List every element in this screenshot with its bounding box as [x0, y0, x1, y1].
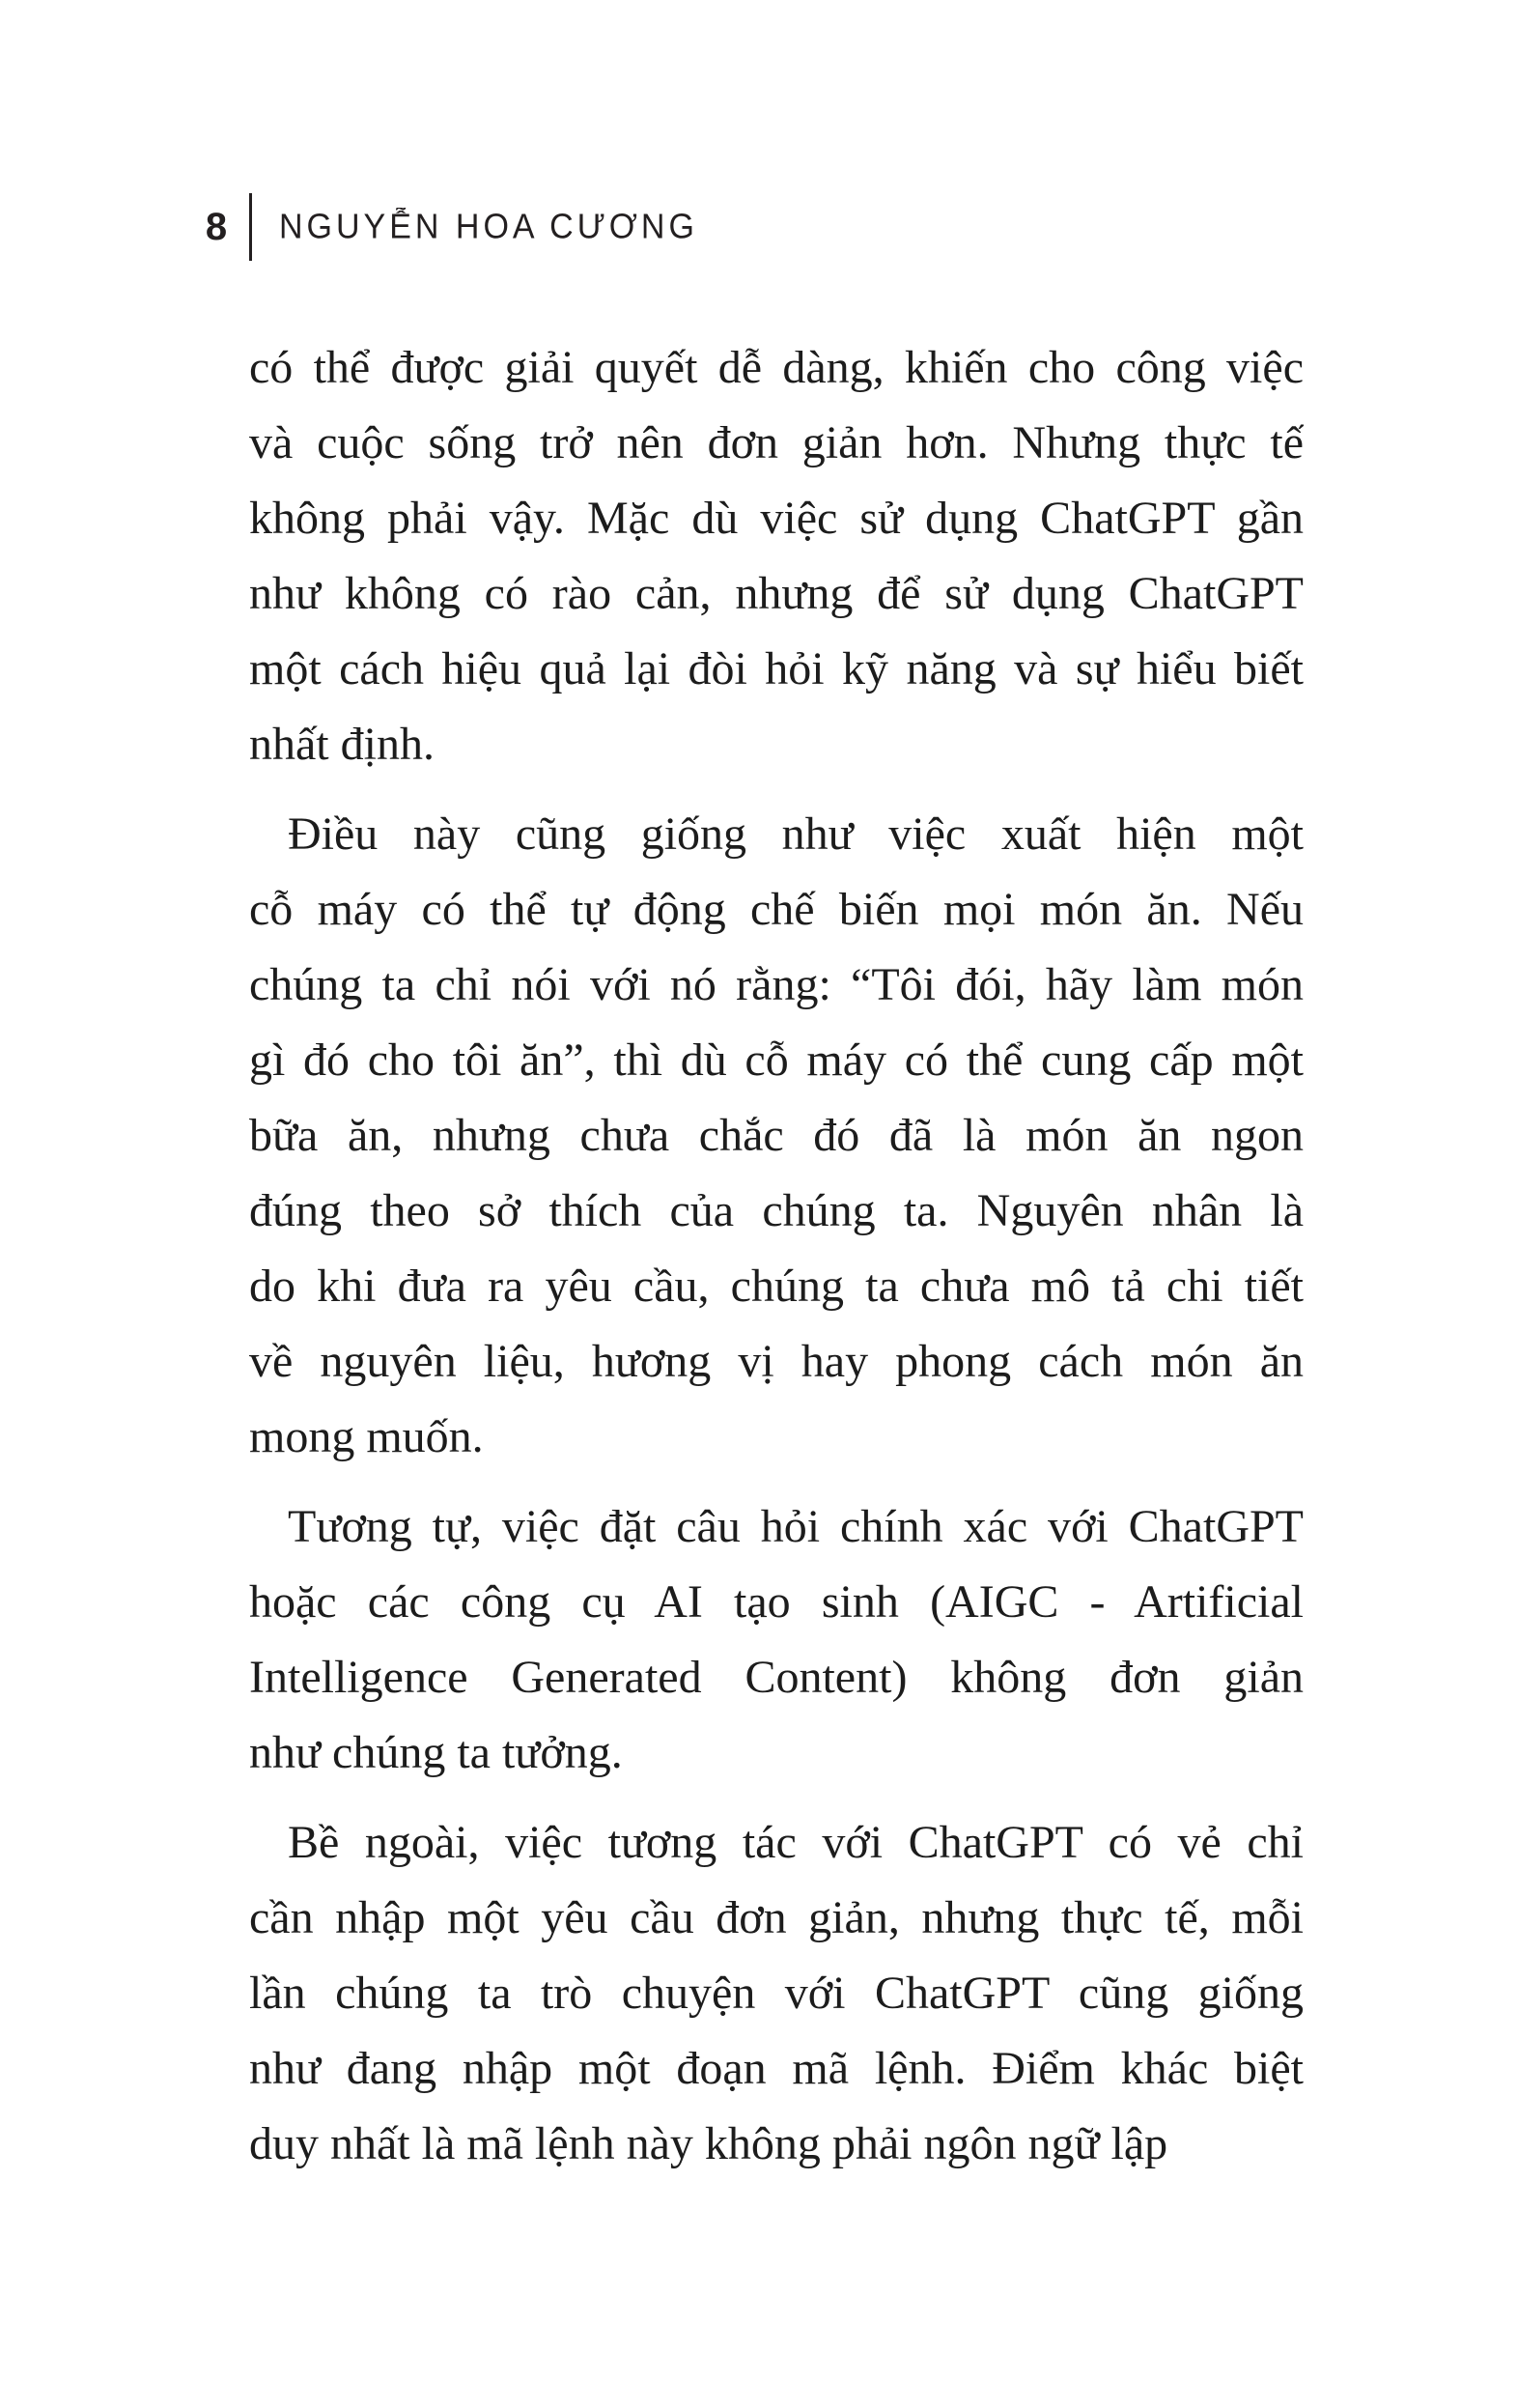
text-line: như chúng ta tưởng.: [249, 1727, 623, 1778]
paragraph: [249, 330, 1304, 782]
text-line: mong muốn.: [249, 1411, 484, 1462]
text-line: Bề ngoài, việc tương tác với ChatGPT có vẻ chỉ: [288, 1817, 1304, 1868]
paragraph: [249, 797, 1304, 1475]
header-divider: [249, 193, 252, 261]
text-line: bữa ăn, nhưng chưa chắc đó đã là món ăn ngon: [249, 1110, 1304, 1161]
text-line: và cuộc sống trở nên đơn giản hơn. Nhưng thực tế: [249, 417, 1304, 468]
text-line: nhất định.: [249, 719, 435, 770]
text-line: duy nhất là mã lệnh này không phải ngôn ngữ lập: [249, 2118, 1168, 2169]
text-line: Tương tự, việc đặt câu hỏi chính xác với ChatGPT: [288, 1501, 1304, 1552]
text-line: đúng theo sở thích của chúng ta. Nguyên nhân là: [249, 1185, 1304, 1236]
text-line: một cách hiệu quả lại đòi hỏi kỹ năng và sự hiểu biết: [249, 643, 1304, 694]
text-line: chúng ta chỉ nói với nó rằng: “Tôi đói, hãy làm món: [249, 959, 1304, 1010]
paragraph: [249, 1805, 1304, 2182]
text-line: như không có rào cản, nhưng để sử dụng ChatGPT: [249, 568, 1304, 619]
text-line: hoặc các công cụ AI tạo sinh (AIGC - Artificial: [249, 1576, 1304, 1628]
body-text: [249, 330, 1304, 2196]
text-line: lần chúng ta trò chuyện với ChatGPT cũng giống: [249, 1968, 1304, 2019]
text-line: cần nhập một yêu cầu đơn giản, nhưng thực tế, mỗi: [249, 1892, 1304, 1943]
page-header: [0, 193, 698, 261]
text-line: không phải vậy. Mặc dù việc sử dụng ChatGPT gần: [249, 493, 1304, 544]
text-line: có thể được giải quyết dễ dàng, khiến cho công việc: [249, 342, 1304, 393]
text-line: Intelligence Generated Content) không đơn giản: [249, 1652, 1304, 1703]
page-number: 8: [205, 205, 228, 248]
text-line: cỗ máy có thể tự động chế biến mọi món ăn. Nếu: [249, 884, 1304, 935]
text-line: do khi đưa ra yêu cầu, chúng ta chưa mô tả chi tiết: [249, 1261, 1304, 1312]
text-line: Điều này cũng giống như việc xuất hiện một: [288, 808, 1304, 860]
paragraph: [249, 1489, 1304, 1791]
text-line: như đang nhập một đoạn mã lệnh. Điểm khác biệt: [249, 2043, 1304, 2094]
text-line: gì đó cho tôi ăn”, thì dù cỗ máy có thể cung cấp một: [249, 1034, 1304, 1086]
author-name: NGUYỄN HOA CƯƠNG: [279, 207, 698, 246]
text-line: về nguyên liệu, hương vị hay phong cách món ăn: [249, 1336, 1304, 1387]
